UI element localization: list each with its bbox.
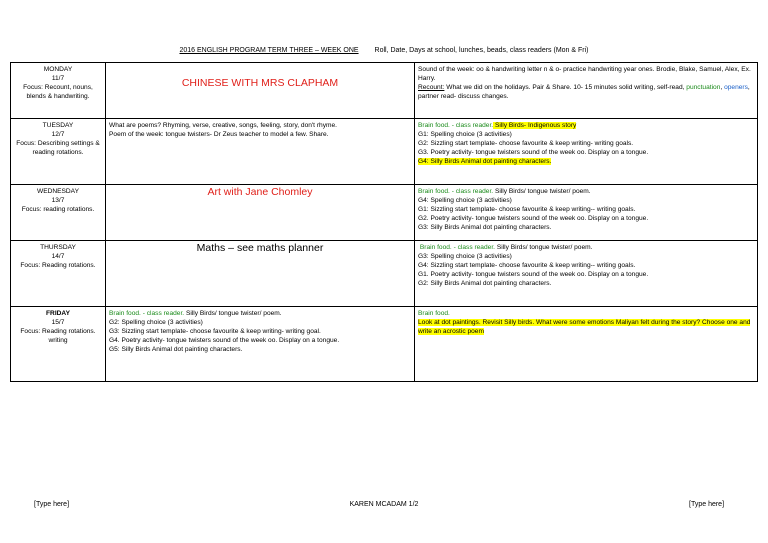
text-line: G3: Sizzling start template- choose favourite & keep writing- writing goal. <box>109 328 321 335</box>
focus-text: Describing settings & reading rotations. <box>32 140 100 156</box>
table-row <box>11 185 758 241</box>
mid-cell <box>106 63 415 119</box>
highlight-text: Silly Birds- Indigenous story <box>493 122 577 129</box>
recount-text: What we did on the holidays. Pair & Share. 10- 15 minutes solid writing, self-read, <box>444 84 687 91</box>
text-line <box>109 309 411 318</box>
text-line <box>418 187 754 196</box>
text-line: G4: Spelling choice (3 activities) <box>418 197 512 204</box>
text-line: Poem of the week: tongue twisters- Dr Zeus teacher to model a few. Share. <box>109 131 329 138</box>
focus-label: Focus: <box>21 206 42 213</box>
brain-food: Brain food. - class reader. <box>418 122 494 129</box>
footer-right: [Type here] <box>689 501 725 508</box>
right-cell <box>415 307 758 382</box>
mid-cell <box>106 307 415 382</box>
brain-food: Brain food. - class reader. <box>418 188 494 195</box>
day-date: 14/7 <box>51 253 65 260</box>
text-span: Silly Birds/ tongue twister/ poem. <box>493 188 591 195</box>
text-line: G3. Poetry activity- tongue twisters sound of the week oo. Display on a tongue. <box>418 149 649 156</box>
focus-text: Recount, nouns, blends & handwriting. <box>26 84 93 100</box>
footer-left: [Type here] <box>34 501 70 508</box>
day-cell <box>11 307 106 382</box>
day-name: TUESDAY <box>42 122 74 129</box>
text-line <box>418 157 754 166</box>
right-cell <box>415 241 758 307</box>
openers-word: openers <box>724 84 748 91</box>
text-line <box>418 318 754 336</box>
punctuation-word: punctuation <box>686 84 721 91</box>
focus-label: Focus: <box>23 84 43 91</box>
day-focus <box>14 261 102 270</box>
focus-text: reading rotations. <box>43 206 95 213</box>
table-row <box>11 307 758 382</box>
table-row <box>11 241 758 307</box>
text-line: G2: Sizzling start template- choose favourite & keep writing- writing goals. <box>418 140 634 147</box>
program-subtitle: Roll, Date, Days at school, lunches, beads, class readers (Mon & Fri) <box>374 47 589 54</box>
page-title <box>0 47 768 54</box>
text-line: G1: Spelling choice (3 activities) <box>418 131 512 138</box>
text-line: G1. Poetry activity- tongue twisters sound of the week oo. Display on a tongue. <box>418 271 649 278</box>
highlight-text: Look at dot paintings. Revisit Silly birds. What were some emotions Maliyan felt during the story? Choose one and write an acrostic poem <box>418 319 751 335</box>
text-line: G5: Silly Birds Animal dot painting characters. <box>109 346 243 353</box>
text-line: G4: Sizzling start template- choose favourite & keep writing-- writing goals. <box>418 262 636 269</box>
day-focus <box>14 205 102 214</box>
brain-food: Brain food. - class reader. <box>419 244 495 251</box>
focus-label: Focus: <box>20 328 41 335</box>
right-cell <box>415 185 758 241</box>
text-line <box>418 121 754 130</box>
day-cell <box>11 241 106 307</box>
day-focus <box>14 139 102 157</box>
day-focus <box>14 327 102 345</box>
text-line: G2. Poetry activity- tongue twisters sound of the week oo. Display on a tongue. <box>418 215 649 222</box>
day-date: 15/7 <box>51 319 65 326</box>
text-line: G2: Spelling choice (3 activities) <box>109 319 203 326</box>
day-cell <box>11 119 106 185</box>
text-line: G4. Poetry activity- tongue twisters sound of the week oo. Display on a tongue. <box>109 337 340 344</box>
highlight-text: G4: Silly Birds Animal dot painting characters. <box>418 158 552 165</box>
focus-label: Focus: <box>16 140 36 147</box>
text-line: G3: Silly Birds Animal dot painting characters. <box>418 224 552 231</box>
brain-food: Brain food. <box>418 310 450 317</box>
day-cell <box>11 185 106 241</box>
mid-cell <box>106 119 415 185</box>
table-row <box>11 63 758 119</box>
day-date: 11/7 <box>51 75 65 82</box>
text-line: G2: Silly Birds Animal dot painting characters. <box>418 280 552 287</box>
right-cell <box>415 63 758 119</box>
program-title: 2016 ENGLISH PROGRAM TERM THREE – WEEK ONE <box>179 47 359 54</box>
day-name: MONDAY <box>43 66 73 73</box>
text-line: What are poems? Rhyming, verse, creative, songs, feeling, story, don't rhyme. <box>109 122 337 129</box>
brain-food: Brain food. - class reader. <box>109 310 185 317</box>
text-line: G1: Sizzling start template- choose favourite & keep writing-- writing goals. <box>418 206 636 213</box>
text-line: Sound of the week: oo & handwriting letter n & o- practice handwriting year ones. Brodie, Blake, Samuel, Alex, Ex. Harry. <box>418 66 751 82</box>
mid-cell <box>106 241 415 307</box>
mid-heading: Maths – see maths planner <box>196 242 324 254</box>
recount-label: Recount: <box>418 84 445 91</box>
focus-text: Reading rotations. writing <box>42 328 96 344</box>
day-name: FRIDAY <box>46 310 70 317</box>
footer-center: KAREN MCADAM 1/2 <box>349 501 419 508</box>
day-name: WEDNESDAY <box>36 188 79 195</box>
day-name: THURSDAY <box>40 244 76 251</box>
comma: , <box>720 84 725 91</box>
text-line: G3: Spelling choice (3 activities) <box>418 253 512 260</box>
right-cell <box>415 119 758 185</box>
day-cell <box>11 63 106 119</box>
day-focus <box>14 83 102 101</box>
recount-end: , partner read- discuss changes. <box>418 84 750 100</box>
text-span: Silly Birds/ tongue twister/ poem. <box>494 244 593 251</box>
mid-heading: CHINESE WITH MRS CLAPHAM <box>181 77 339 89</box>
table-row <box>11 119 758 185</box>
day-date: 12/7 <box>51 131 65 138</box>
text-line <box>418 243 754 252</box>
text-span: Silly Birds/ tongue twister/ poem. <box>184 310 282 317</box>
mid-heading: Art with Jane Chomley <box>207 186 313 198</box>
day-date: 13/7 <box>51 197 65 204</box>
focus-text: Reading rotations. <box>42 262 96 269</box>
focus-label: Focus: <box>20 262 41 269</box>
weekly-planner-table <box>10 62 758 382</box>
text-line <box>418 83 754 101</box>
mid-cell <box>106 185 415 241</box>
